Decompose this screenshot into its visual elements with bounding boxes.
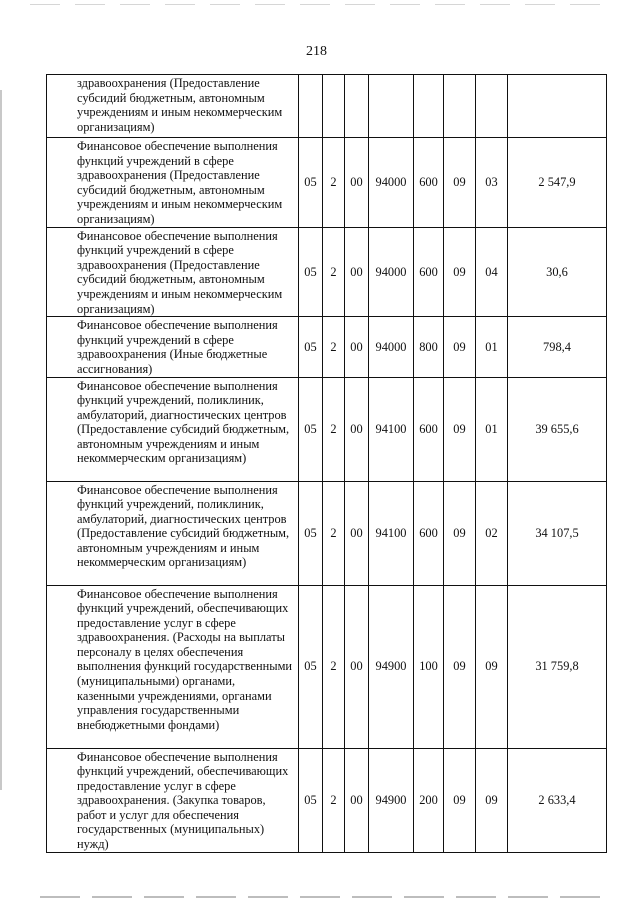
cell-description: Финансовое обеспечение выполнения функций учреждений, обеспечивающих предоставление услуг в сфере здравоохранения. (Расходы на выплаты персоналу в целях обеспечения выполнения функций государственными (муниципальными) органами, казенными учреждениями, органами управления государственными внебюджетными фондами) xyxy=(47,585,299,748)
cell-subprogram-code: 00 xyxy=(345,138,369,228)
cell-expense-type xyxy=(414,75,444,138)
scan-artifact-left-edge xyxy=(0,90,2,790)
cell-target-article xyxy=(369,75,414,138)
cell-expense-type: 600 xyxy=(414,227,444,317)
cell-division: 09 xyxy=(444,227,476,317)
scan-artifact-top xyxy=(30,4,610,5)
cell-subprogram-code: 00 xyxy=(345,377,369,481)
cell-target-article: 94100 xyxy=(369,481,414,585)
cell-section-code: 05 xyxy=(299,481,323,585)
cell-target-article: 94900 xyxy=(369,748,414,852)
cell-section-code: 05 xyxy=(299,748,323,852)
cell-amount: 31 759,8 xyxy=(508,585,607,748)
cell-amount: 34 107,5 xyxy=(508,481,607,585)
cell-target-article: 94000 xyxy=(369,227,414,317)
cell-subprogram-code: 00 xyxy=(345,227,369,317)
cell-subdivision: 09 xyxy=(476,748,508,852)
cell-division: 09 xyxy=(444,317,476,377)
cell-program-code: 2 xyxy=(323,585,345,748)
cell-division: 09 xyxy=(444,377,476,481)
budget-table xyxy=(46,74,607,853)
cell-subprogram-code: 00 xyxy=(345,585,369,748)
cell-description: Финансовое обеспечение выполнения функций учреждений в сфере здравоохранения (Предоставление субсидий бюджетным, автономным учреждениям и иным некоммерческим организациям) xyxy=(47,227,299,317)
cell-description: Финансовое обеспечение выполнения функций учреждений в сфере здравоохранения (Предоставление субсидий бюджетным, автономным учреждениям и иным некоммерческим организациям) xyxy=(47,138,299,228)
cell-division: 09 xyxy=(444,585,476,748)
table-row xyxy=(47,377,607,481)
cell-amount: 30,6 xyxy=(508,227,607,317)
page-number: 218 xyxy=(306,44,327,59)
cell-subdivision: 04 xyxy=(476,227,508,317)
cell-expense-type: 800 xyxy=(414,317,444,377)
cell-section-code: 05 xyxy=(299,317,323,377)
table-row xyxy=(47,138,607,228)
cell-subprogram-code xyxy=(345,75,369,138)
cell-section-code: 05 xyxy=(299,138,323,228)
cell-subdivision: 09 xyxy=(476,585,508,748)
table-row xyxy=(47,748,607,852)
cell-target-article: 94100 xyxy=(369,377,414,481)
budget-table-body xyxy=(47,75,607,853)
cell-division: 09 xyxy=(444,481,476,585)
cell-division: 09 xyxy=(444,748,476,852)
cell-subdivision: 03 xyxy=(476,138,508,228)
cell-description: Финансовое обеспечение выполнения функций учреждений, поликлиник, амбулаторий, диагностических центров (Предоставление субсидий бюджетным, автономным учреждениям и иным некоммерческим организациям) xyxy=(47,481,299,585)
cell-amount: 2 633,4 xyxy=(508,748,607,852)
cell-amount: 798,4 xyxy=(508,317,607,377)
cell-description: Финансовое обеспечение выполнения функций учреждений, поликлиник, амбулаторий, диагностических центров (Предоставление субсидий бюджетным, автономным учреждениям и иным некоммерческим организациям) xyxy=(47,377,299,481)
cell-program-code: 2 xyxy=(323,481,345,585)
cell-section-code: 05 xyxy=(299,227,323,317)
cell-division: 09 xyxy=(444,138,476,228)
cell-expense-type: 200 xyxy=(414,748,444,852)
cell-program-code: 2 xyxy=(323,227,345,317)
cell-program-code: 2 xyxy=(323,377,345,481)
scan-artifact-bottom xyxy=(40,896,600,898)
cell-amount: 39 655,6 xyxy=(508,377,607,481)
cell-target-article: 94900 xyxy=(369,585,414,748)
table-row xyxy=(47,75,607,138)
table-row xyxy=(47,317,607,377)
cell-target-article: 94000 xyxy=(369,138,414,228)
cell-expense-type: 600 xyxy=(414,138,444,228)
cell-division xyxy=(444,75,476,138)
cell-description: Финансовое обеспечение выполнения функций учреждений, обеспечивающих предоставление услуг в сфере здравоохранения. (Закупка товаров, работ и услуг для обеспечения государственных (муниципальных) нужд) xyxy=(47,748,299,852)
cell-subprogram-code: 00 xyxy=(345,317,369,377)
cell-section-code xyxy=(299,75,323,138)
cell-description: Финансовое обеспечение выполнения функций учреждений в сфере здравоохранения (Иные бюджетные ассигнования) xyxy=(47,317,299,377)
cell-subdivision: 02 xyxy=(476,481,508,585)
cell-section-code: 05 xyxy=(299,377,323,481)
cell-section-code: 05 xyxy=(299,585,323,748)
cell-expense-type: 600 xyxy=(414,377,444,481)
cell-program-code: 2 xyxy=(323,317,345,377)
cell-target-article: 94000 xyxy=(369,317,414,377)
cell-subprogram-code: 00 xyxy=(345,748,369,852)
cell-subprogram-code: 00 xyxy=(345,481,369,585)
cell-subdivision xyxy=(476,75,508,138)
table-row xyxy=(47,585,607,748)
cell-subdivision: 01 xyxy=(476,377,508,481)
cell-program-code: 2 xyxy=(323,138,345,228)
cell-program-code: 2 xyxy=(323,748,345,852)
table-row xyxy=(47,481,607,585)
cell-program-code xyxy=(323,75,345,138)
cell-amount xyxy=(508,75,607,138)
cell-expense-type: 100 xyxy=(414,585,444,748)
table-row xyxy=(47,227,607,317)
cell-expense-type: 600 xyxy=(414,481,444,585)
cell-subdivision: 01 xyxy=(476,317,508,377)
cell-amount: 2 547,9 xyxy=(508,138,607,228)
cell-description: здравоохранения (Предоставление субсидий бюджетным, автономным учреждениям и иным некоммерческим организациям) xyxy=(47,75,299,138)
